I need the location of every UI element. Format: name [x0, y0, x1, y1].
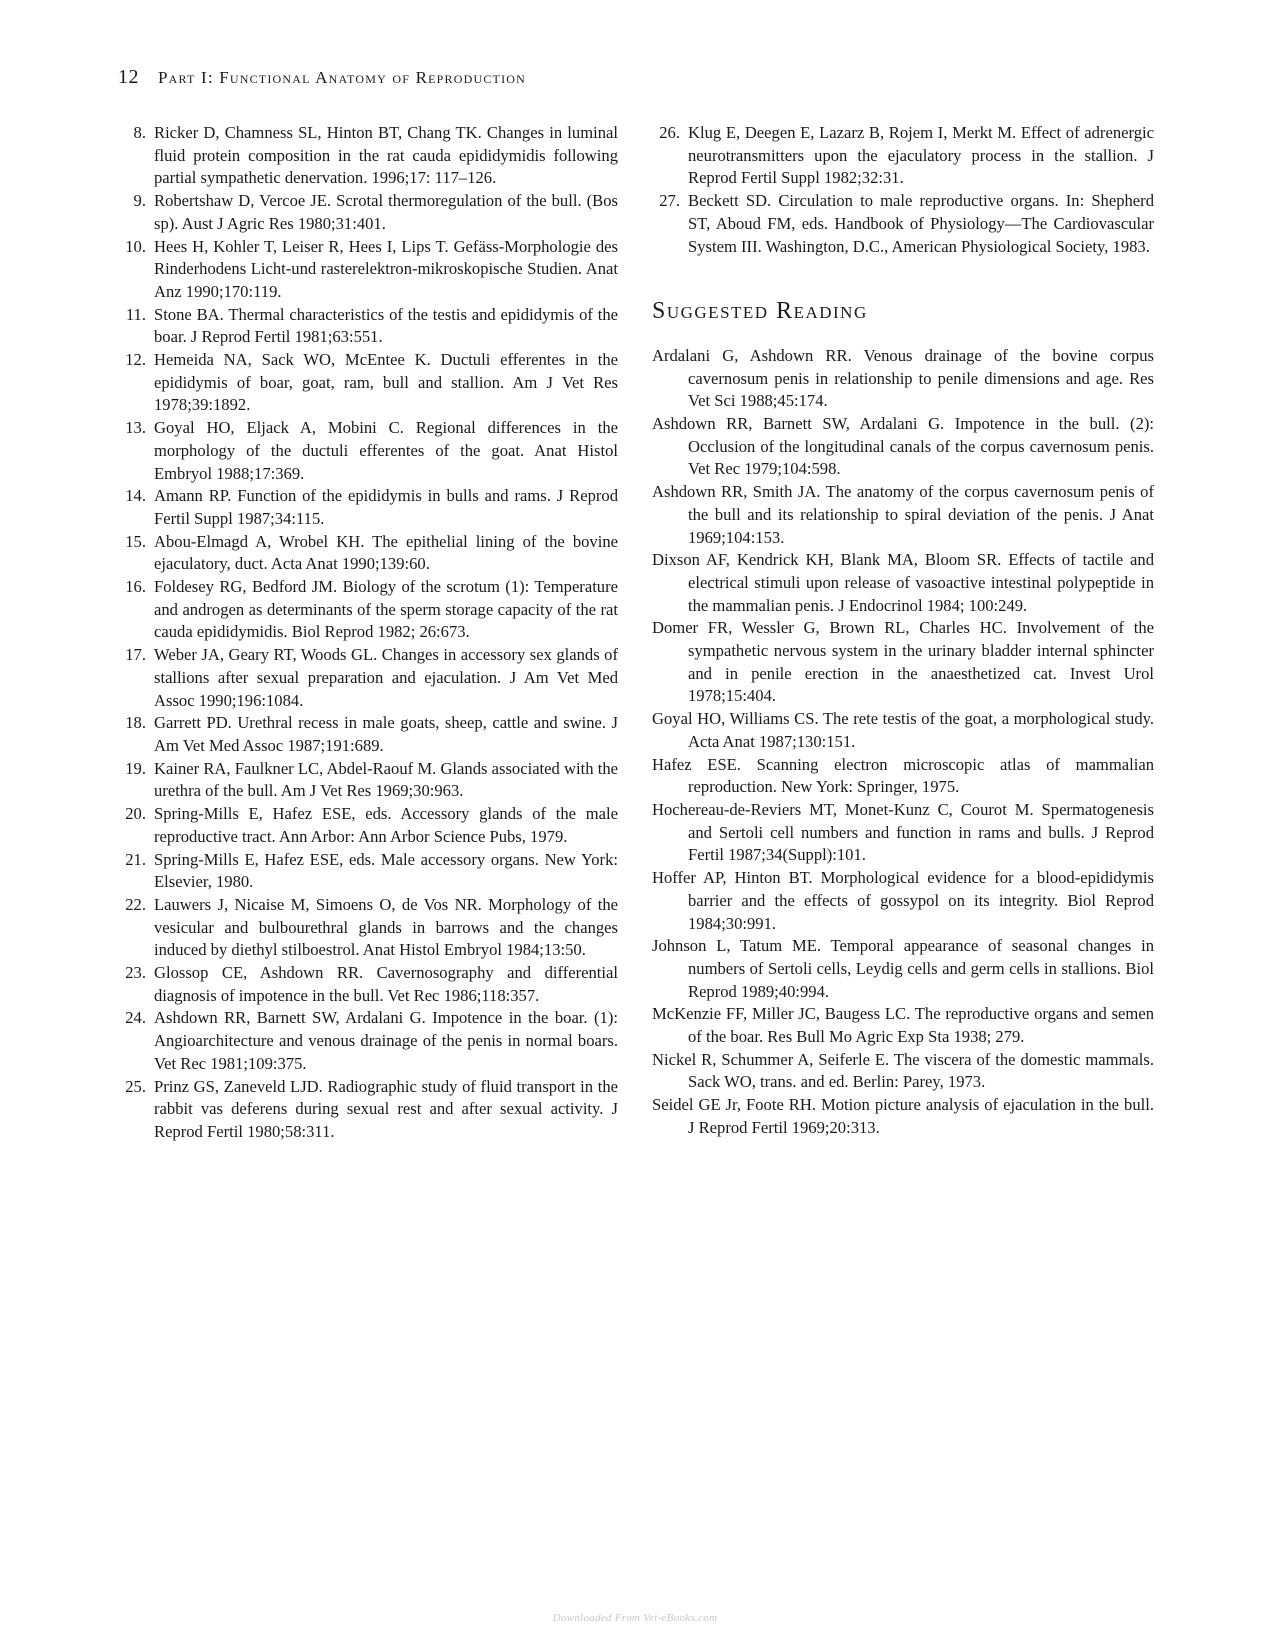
- reference-item: [118, 849, 618, 894]
- reference-item: [118, 644, 618, 712]
- reference-item: [118, 122, 618, 190]
- reference-number: 9.: [133, 191, 146, 211]
- reference-item: [118, 962, 618, 1007]
- reference-item: [118, 758, 618, 803]
- reference-text: Weber JA, Geary RT, Woods GL. Changes in accessory sex glands of stallions after sexual preparation and ejaculation. J Am Vet Med Assoc 1990;196:1084.: [154, 645, 618, 710]
- references-column-left: [118, 122, 618, 1144]
- suggested-reading-item: Hoffer AP, Hinton BT. Morphological evidence for a blood-epididymis barrier and the effects of gossypol on its integrity. Biol Reprod 1984;30:991.: [652, 868, 1154, 933]
- suggested-reading-item: Goyal HO, Williams CS. The rete testis of the goat, a morphological study. Acta Anat 1987;130:151.: [652, 709, 1154, 751]
- reference-text: Hemeida NA, Sack WO, McEntee K. Ductuli efferentes in the epididymis of boar, goat, ram, bull and stallion. Am J Vet Res 1978;39:1892.: [154, 350, 618, 415]
- reference-item: [118, 576, 618, 644]
- reference-text: Robertshaw D, Vercoe JE. Scrotal thermoregulation of the bull. (Bos sp). Aust J Agric Res 1980;31:401.: [154, 191, 618, 233]
- reference-text: Prinz GS, Zaneveld LJD. Radiographic study of fluid transport in the rabbit vas deferens during sexual rest and after sexual activity. J Reprod Fertil 1980;58:311.: [154, 1076, 618, 1141]
- reference-text: Ashdown RR, Barnett SW, Ardalani G. Impotence in the boar. (1): Angioarchitecture and venous drainage of the penis in normal boars. Vet Rec 1981;109:375.: [154, 1008, 618, 1073]
- reference-item: [118, 1007, 618, 1075]
- reference-item: [118, 1076, 618, 1144]
- reference-text: Foldesey RG, Bedford JM. Biology of the scrotum (1): Temperature and androgen as determinants of the sperm storage capacity of the rat cauda epididymidis. Biol Reprod 1982; 26:673.: [154, 577, 618, 642]
- reference-number: 13.: [125, 418, 146, 438]
- reference-number: 26.: [659, 123, 680, 142]
- reference-item: [118, 236, 618, 304]
- reference-number: 18.: [125, 713, 146, 733]
- reference-item: [652, 122, 1154, 190]
- reference-number: 12.: [125, 350, 146, 370]
- reference-item: [118, 190, 618, 235]
- references-column-right: [652, 122, 1154, 1140]
- suggested-reading-item: Seidel GE Jr, Foote RH. Motion picture analysis of ejaculation in the bull. J Reprod Fertil 1969;20:313.: [652, 1095, 1154, 1137]
- suggested-reading-item: Nickel R, Schummer A, Seiferle E. The viscera of the domestic mammals. Sack WO, trans. and ed. Berlin: Parey, 1973.: [652, 1049, 1154, 1092]
- reference-number: 17.: [125, 645, 146, 665]
- reference-number: 22.: [125, 894, 146, 914]
- reference-text: Klug E, Deegen E, Lazarz B, Rojem I, Merkt M. Effect of adrenergic neurotransmitters upon the ejaculatory process in the stallion. J Reprod Fertil Suppl 1982;32:31.: [688, 123, 1154, 188]
- reference-number: 19.: [125, 758, 146, 778]
- suggested-reading-item: Ashdown RR, Barnett SW, Ardalani G. Impotence in the bull. (2): Occlusion of the longitudinal canals of the corpus cavernosum penis. Vet Rec 1979;104:598.: [652, 414, 1154, 479]
- suggested-reading-item: Hochereau-de-Reviers MT, Monet-Kunz C, Courot M. Spermatogenesis and Sertoli cell numbers and function in rams and bulls. J Reprod Fertil 1987;34(Suppl):101.: [652, 799, 1154, 865]
- reference-item: [118, 803, 618, 848]
- reference-number: 15.: [125, 531, 146, 551]
- reference-text: Kainer RA, Faulkner LC, Abdel-Raouf M. Glands associated with the urethra of the bull. Am J Vet Res 1969;30:963.: [154, 758, 618, 801]
- reference-item: [118, 531, 618, 576]
- reference-item: [118, 417, 618, 485]
- reference-number: 23.: [125, 963, 146, 983]
- suggested-reading-heading: Suggested Reading: [652, 298, 868, 325]
- reference-text: Abou-Elmagd A, Wrobel KH. The epithelial lining of the bovine ejaculatory, duct. Acta Anat 1990;139:60.: [154, 531, 618, 574]
- reference-text: Stone BA. Thermal characteristics of the testis and epididymis of the boar. J Reprod Fertil 1981;63:551.: [154, 304, 618, 347]
- reference-number: 20.: [125, 804, 146, 824]
- reference-number: 10.: [125, 236, 146, 256]
- suggested-reading-item: Johnson L, Tatum ME. Temporal appearance of seasonal changes in numbers of Sertoli cells, Leydig cells and germ cells in stallions. Biol Reprod 1989;40:994.: [652, 936, 1154, 1001]
- reference-number: 25.: [125, 1076, 146, 1096]
- reference-text: Hees H, Kohler T, Leiser R, Hees I, Lips T. Gefäss-Morphologie des Rinderhodens Licht-und rasterelektron-mikroskopische Studien. Anat Anz 1990;170:119.: [154, 236, 618, 301]
- reference-text: Spring-Mills E, Hafez ESE, eds. Accessory glands of the male reproductive tract. Ann Arbor: Ann Arbor Science Pubs, 1979.: [154, 804, 618, 846]
- reference-item: [118, 349, 618, 417]
- reference-number: 21.: [125, 849, 146, 869]
- suggested-reading-item: Domer FR, Wessler G, Brown RL, Charles HC. Involvement of the sympathetic nervous system in the urinary bladder internal sphincter and in penile erection in the anaesthetized cat. Invest Urol 1978;15:404.: [652, 618, 1154, 706]
- reference-item: [118, 304, 618, 349]
- reference-text: Beckett SD. Circulation to male reproductive organs. In: Shepherd ST, Aboud FM, eds. Handbook of Physiology—The Cardiovascular System III. Washington, D.C., American Physiological Society, 1983.: [688, 191, 1154, 256]
- reference-number: 24.: [125, 1008, 146, 1028]
- suggested-reading-item: Hafez ESE. Scanning electron microscopic atlas of mammalian reproduction. New York: Springer, 1975.: [652, 754, 1154, 797]
- references-list-right: [652, 122, 1154, 258]
- reference-item: [118, 485, 618, 530]
- reference-item: [652, 190, 1154, 258]
- reference-number: 11.: [125, 304, 146, 324]
- reference-text: Garrett PD. Urethral recess in male goats, sheep, cattle and swine. J Am Vet Med Assoc 1987;191:689.: [154, 713, 618, 755]
- reference-text: Goyal HO, Eljack A, Mobini C. Regional differences in the morphology of the ductuli efferentes of the goat. Anat Histol Embryol 1988;17:369.: [154, 418, 618, 483]
- reference-text: Lauwers J, Nicaise M, Simoens O, de Vos NR. Morphology of the vesicular and bulbourethral glands in barrows and the changes induced by diethyl stilboestrol. Anat Histol Embryol 1984;13:50.: [154, 894, 618, 960]
- running-head: [118, 66, 526, 89]
- suggested-reading-item: McKenzie FF, Miller JC, Baugess LC. The reproductive organs and semen of the boar. Res Bull Mo Agric Exp Sta 1938; 279.: [652, 1004, 1154, 1047]
- reference-number: 16.: [125, 577, 146, 597]
- suggested-reading-item: Dixson AF, Kendrick KH, Blank MA, Bloom SR. Effects of tactile and electrical stimuli upon release of vasoactive intestinal polypeptide in the mammalian penis. J Endocrinol 1984; 100:249.: [652, 550, 1154, 615]
- part-title: Part I: Functional Anatomy of Reproduction: [158, 68, 527, 87]
- suggested-reading-item: Ardalani G, Ashdown RR. Venous drainage of the bovine corpus cavernosum penis in relationship to penile dimensions and age. Res Vet Sci 1988;45:174.: [652, 345, 1154, 411]
- reference-number: 27.: [659, 191, 680, 211]
- suggested-reading-list: [652, 345, 1154, 1140]
- reference-number: 14.: [125, 486, 146, 506]
- reference-text: Spring-Mills E, Hafez ESE, eds. Male accessory organs. New York: Elsevier, 1980.: [154, 849, 618, 892]
- reference-text: Amann RP. Function of the epididymis in bulls and rams. J Reprod Fertil Suppl 1987;34:115.: [154, 486, 618, 528]
- page-number: 12: [118, 66, 139, 88]
- reference-item: [118, 894, 618, 962]
- reference-number: 8.: [133, 123, 146, 142]
- reference-text: Ricker D, Chamness SL, Hinton BT, Chang TK. Changes in luminal fluid protein composition in the rat cauda epididymidis following partial sympathetic denervation. 1996;17: 117–126.: [154, 123, 618, 188]
- reference-text: Glossop CE, Ashdown RR. Cavernosography and differential diagnosis of impotence in the bull. Vet Rec 1986;118:357.: [154, 963, 618, 1005]
- footer-watermark: Downloaded From Vet-eBooks.com: [552, 1612, 718, 1624]
- suggested-reading-item: Ashdown RR, Smith JA. The anatomy of the corpus cavernosum penis of the bull and its relationship to spiral deviation of the penis. J Anat 1969;104:153.: [652, 482, 1154, 547]
- reference-item: [118, 712, 618, 757]
